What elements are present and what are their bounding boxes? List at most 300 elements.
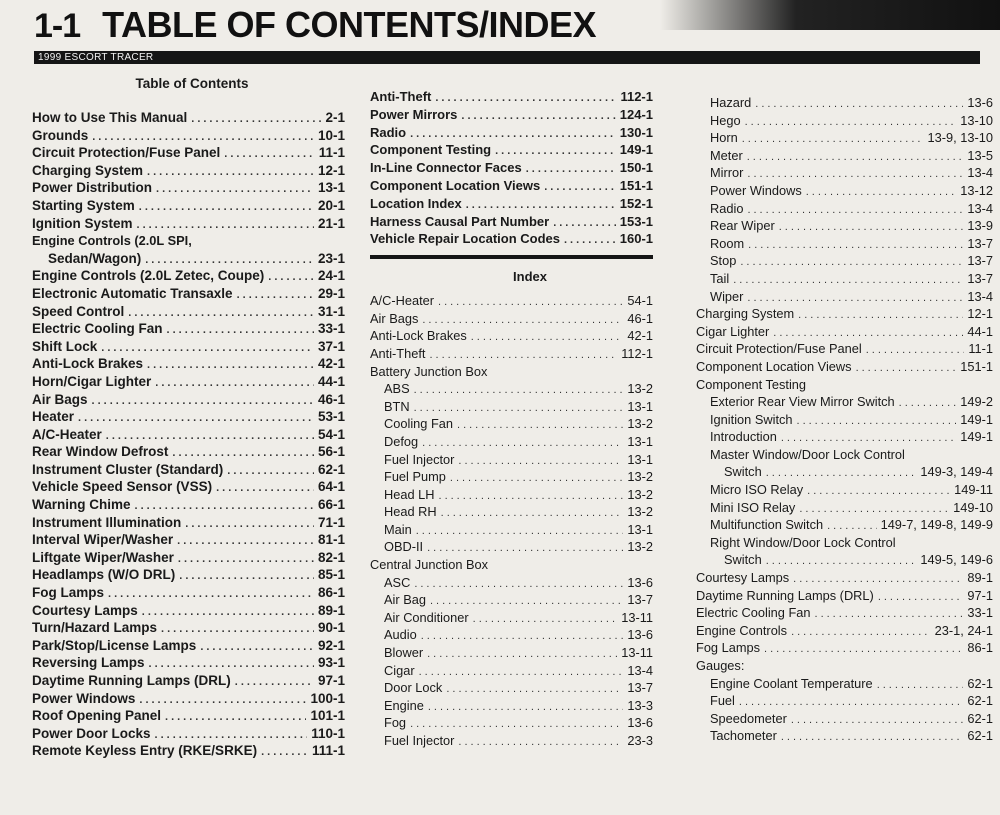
entry-label: Starting System — [32, 197, 135, 213]
entry-page: 44-1 — [317, 373, 345, 389]
dot-leader — [216, 480, 314, 498]
entry-label: A/C-Heater — [370, 293, 435, 309]
entry-label: Cooling Fan — [384, 416, 454, 432]
entry-page: 13-9, 13-10 — [927, 130, 993, 146]
entry-label: Air Bags — [370, 310, 419, 326]
entry-label: Rear Wiper — [710, 218, 775, 234]
entry-page: 111-1 — [311, 743, 345, 759]
toc-row — [32, 566, 345, 584]
entry-page: 12-1 — [967, 306, 993, 322]
entry-page: 149-1 — [619, 142, 653, 158]
entry-label: Power Mirrors — [370, 106, 458, 122]
toc-row — [32, 162, 345, 180]
index-row — [370, 345, 653, 363]
entry-page: 101-1 — [310, 708, 345, 724]
dot-leader — [139, 692, 306, 710]
toc-row — [370, 230, 653, 248]
entry-page: 13-2 — [627, 381, 653, 397]
entry-label: Circuit Protection/Fuse Panel — [696, 341, 862, 357]
index-row — [696, 200, 993, 218]
entry-label: Liftgate Wiper/Washer — [32, 549, 174, 565]
dot-leader — [147, 164, 314, 182]
entry-label: Electronic Automatic Transaxle — [32, 285, 233, 301]
dot-leader — [747, 149, 964, 167]
entry-page: 150-1 — [619, 160, 653, 176]
index-row — [696, 182, 993, 200]
entry-page: 12-1 — [317, 162, 345, 178]
entry-label: Fuel Injector — [384, 733, 455, 749]
entry-page: 21-1 — [317, 215, 345, 231]
dot-leader — [200, 639, 314, 657]
entry-label: Instrument Illumination — [32, 514, 182, 530]
dot-leader — [899, 395, 957, 413]
entry-page: 149-11 — [954, 482, 993, 498]
toc-heading: Table of Contents — [135, 76, 249, 91]
entry-page: 13-12 — [960, 182, 993, 198]
dot-leader — [446, 681, 623, 699]
dot-leader — [224, 146, 314, 164]
index-row — [370, 433, 653, 451]
dot-leader — [427, 646, 617, 664]
index-row — [696, 393, 993, 411]
dot-leader — [740, 254, 963, 272]
entry-page: 13-1 — [317, 180, 345, 196]
entry-page: 64-1 — [317, 479, 345, 495]
entry-label: Courtesy Lamps — [32, 602, 138, 618]
entry-label: Hego — [710, 112, 741, 128]
index-row — [696, 252, 993, 270]
toc-column-2 — [370, 88, 653, 750]
entry-page: 130-1 — [619, 124, 653, 140]
index-row — [370, 591, 653, 609]
entry-label: Fuel Pump — [384, 469, 446, 485]
index-row — [696, 288, 993, 306]
entry-label: Daytime Running Lamps (DRL) — [696, 587, 874, 603]
entry-label: ASC — [384, 574, 411, 590]
entry-label: Shift Lock — [32, 338, 98, 354]
entry-page: 33-1 — [317, 321, 345, 337]
entry-page: 151-1 — [960, 358, 993, 374]
toc-row — [370, 213, 653, 231]
entry-page: 23-1 — [317, 250, 345, 266]
dot-leader — [764, 641, 963, 659]
toc-row — [32, 426, 345, 444]
toc-row — [370, 106, 653, 124]
entry-page: 13-4 — [967, 200, 993, 216]
toc-row — [370, 195, 653, 213]
title-band — [34, 51, 980, 64]
dot-leader — [147, 357, 314, 375]
entry-page: 13-2 — [627, 416, 653, 432]
entry-page: 66-1 — [317, 497, 345, 513]
dot-leader — [227, 463, 314, 481]
entry-label: Warning Chime — [32, 497, 131, 513]
entry-page: 53-1 — [317, 409, 345, 425]
dot-leader — [237, 287, 314, 305]
dot-leader — [439, 488, 624, 506]
entry-page: 149-1 — [960, 411, 993, 427]
entry-page: 149-5, 149-6 — [920, 552, 993, 568]
entry-page: 13-6 — [627, 715, 653, 731]
entry-page: 13-7 — [967, 253, 993, 269]
entry-page: 81-1 — [317, 532, 345, 548]
entry-page: 13-6 — [627, 627, 653, 643]
dot-leader — [781, 729, 964, 747]
entry-page: 97-1 — [317, 673, 345, 688]
entry-page: 37-1 — [317, 338, 345, 354]
entry-label: Engine Controls (2.0L Zetec, Coupe) — [32, 268, 265, 284]
entry-label: Electric Cooling Fan — [32, 321, 163, 337]
entry-label: Location Index — [370, 195, 462, 211]
dot-leader — [877, 677, 964, 695]
entry-label: Vehicle Speed Sensor (VSS) — [32, 479, 213, 495]
entry-label: ABS — [384, 381, 410, 397]
binder-edge — [660, 0, 1000, 30]
dot-leader — [191, 111, 321, 129]
entry-label: Roof Opening Panel — [32, 708, 162, 724]
entry-page: 13-5 — [967, 147, 993, 163]
entry-label: Power Windows — [32, 690, 136, 706]
entry-page: 23-1, 24-1 — [934, 622, 993, 638]
entry-label: Meter — [710, 147, 743, 163]
index-row — [696, 411, 993, 429]
entry-label: Fog Lamps — [32, 585, 105, 601]
entry-page: 112-1 — [621, 345, 653, 361]
entry-label: Heater — [32, 409, 75, 425]
page-header — [34, 4, 596, 46]
entry-label: Fog — [384, 715, 407, 731]
dot-leader — [178, 551, 314, 569]
index-row — [370, 451, 653, 469]
entry-label: Vehicle Repair Location Codes — [370, 231, 560, 247]
entry-page: 62-1 — [967, 693, 993, 709]
entry-page: 13-1 — [627, 433, 653, 449]
entry-label: Engine Controls (2.0L SPI, — [32, 233, 192, 249]
entry-page: 90-1 — [317, 620, 345, 636]
entry-label: Blower — [384, 645, 424, 661]
index-row — [370, 644, 653, 662]
dot-leader — [167, 322, 314, 340]
entry-page: 24-1 — [317, 268, 345, 284]
dot-leader — [791, 712, 964, 730]
dot-leader — [92, 393, 314, 411]
dot-leader — [806, 184, 957, 202]
entry-page: 56-1 — [317, 444, 345, 460]
entry-page: 112-1 — [620, 89, 653, 104]
entry-page: 149-7, 149-8, 149-9 — [880, 517, 993, 533]
dot-leader — [428, 699, 624, 717]
dot-leader — [142, 604, 314, 622]
entry-label: Component Testing — [370, 142, 492, 158]
entry-label: Defog — [384, 433, 419, 449]
toc-row — [32, 514, 345, 532]
entry-label: Engine Controls — [696, 622, 788, 638]
index-row — [696, 657, 993, 675]
entry-page: 46-1 — [317, 391, 345, 407]
entry-label: Power Door Locks — [32, 725, 151, 741]
entry-label: Ignition Switch — [710, 411, 793, 427]
entry-label: Micro ISO Relay — [710, 482, 804, 498]
entry-label: Stop — [710, 253, 737, 269]
index-row — [370, 732, 653, 750]
dot-leader — [185, 516, 314, 534]
dot-leader — [108, 586, 314, 604]
entry-page: 33-1 — [967, 605, 993, 621]
entry-page: 62-1 — [967, 675, 993, 691]
entry-label: Exterior Rear View Mirror Switch — [710, 394, 895, 410]
entry-label: Instrument Cluster (Standard) — [32, 461, 224, 477]
index-heading: Index — [513, 269, 547, 285]
entry-page: 42-1 — [317, 356, 345, 372]
dot-leader — [457, 417, 623, 435]
dot-leader — [747, 202, 963, 220]
entry-label: Master Window/Door Lock Control — [710, 446, 905, 462]
entry-page: 13-1 — [627, 451, 653, 467]
entry-page: 10-1 — [317, 127, 345, 143]
dot-leader — [544, 179, 616, 197]
entry-label: Horn — [710, 130, 738, 146]
dot-leader — [748, 237, 963, 255]
entry-page: 13-10 — [960, 112, 993, 128]
entry-page: 13-7 — [627, 680, 653, 696]
dot-leader — [807, 483, 950, 501]
entry-label: Switch — [724, 552, 762, 568]
entry-label: How to Use This Manual — [32, 110, 188, 125]
entry-page: 13-7 — [627, 592, 653, 608]
entry-page: 62-1 — [967, 710, 993, 726]
entry-page: 13-2 — [627, 469, 653, 485]
entry-label: In-Line Connector Faces — [370, 160, 522, 176]
entry-page: 97-1 — [967, 587, 993, 603]
entry-label: Anti-Theft — [370, 89, 432, 104]
index-row — [370, 398, 653, 416]
index-row — [696, 376, 993, 394]
entry-page: 100-1 — [310, 690, 345, 706]
index-row — [370, 538, 653, 556]
dot-leader — [473, 611, 618, 629]
dot-leader — [742, 131, 924, 149]
toc-row — [32, 391, 345, 409]
dot-leader — [268, 269, 314, 287]
entry-page: 13-1 — [627, 521, 653, 537]
entry-page: 152-1 — [619, 195, 653, 211]
toc-row — [32, 285, 345, 303]
index-list-2 — [696, 94, 993, 745]
toc-row — [32, 373, 345, 391]
entry-label: Head LH — [384, 486, 435, 502]
entry-label: Engine Coolant Temperature — [710, 675, 873, 691]
toc-row — [370, 177, 653, 195]
toc-list-2 — [370, 88, 653, 248]
toc-row — [32, 619, 345, 637]
entry-page: 86-1 — [317, 585, 345, 601]
index-row — [370, 380, 653, 398]
entry-page: 13-9 — [967, 218, 993, 234]
entry-page: 13-3 — [627, 697, 653, 713]
dot-leader — [791, 624, 931, 642]
entry-label: Introduction — [710, 429, 777, 445]
page-title: TABLE OF CONTENTS/INDEX — [102, 4, 596, 45]
entry-label: Speedometer — [710, 710, 787, 726]
index-row — [696, 604, 993, 622]
index-row — [696, 428, 993, 446]
entry-page: 110-1 — [311, 725, 345, 741]
toc-list-1 — [32, 109, 345, 760]
entry-page: 13-6 — [967, 95, 993, 110]
dot-leader — [78, 410, 314, 428]
entry-label: Harness Causal Part Number — [370, 213, 550, 229]
toc-row — [370, 159, 653, 177]
toc-row — [32, 725, 345, 743]
entry-page: 29-1 — [317, 285, 345, 301]
toc-row — [32, 320, 345, 338]
entry-label: Battery Junction Box — [370, 363, 488, 379]
index-column-2 — [696, 94, 993, 745]
dot-leader — [435, 90, 616, 108]
entry-label: Grounds — [32, 127, 89, 143]
index-row — [370, 415, 653, 433]
toc-row — [32, 355, 345, 373]
dot-leader — [755, 96, 963, 114]
entry-page: 149-3, 149-4 — [920, 464, 993, 480]
dot-leader — [165, 709, 306, 727]
dot-leader — [155, 375, 314, 393]
toc-row — [32, 478, 345, 496]
index-row — [370, 503, 653, 521]
dot-leader — [414, 576, 623, 594]
entry-label: Anti-Theft — [370, 345, 426, 361]
index-row — [696, 94, 993, 112]
entry-label: Fog Lamps — [696, 640, 761, 656]
index-row — [696, 305, 993, 323]
entry-label: Mirror — [710, 165, 744, 181]
dot-leader — [450, 470, 623, 488]
entry-label: Hazard — [710, 95, 752, 110]
index-row — [696, 129, 993, 147]
entry-page: 89-1 — [317, 602, 345, 618]
entry-page: 44-1 — [967, 323, 993, 339]
index-row — [696, 639, 993, 657]
dot-leader — [156, 181, 314, 199]
entry-label: Park/Stop/License Lamps — [32, 637, 197, 653]
toc-row — [32, 707, 345, 725]
entry-page: 31-1 — [317, 303, 345, 319]
divider-rule — [370, 255, 653, 259]
entry-page: 11-1 — [318, 145, 345, 161]
dot-leader — [461, 108, 615, 126]
entry-label: Courtesy Lamps — [696, 570, 790, 586]
entry-label: Radio — [370, 124, 407, 140]
entry-page: 92-1 — [317, 637, 345, 653]
entry-label: Daytime Running Lamps (DRL) — [32, 673, 231, 688]
entry-page: 54-1 — [317, 426, 345, 442]
entry-label: Engine — [384, 697, 424, 713]
index-row — [696, 217, 993, 235]
entry-label: BTN — [384, 398, 410, 414]
entry-label: Tail — [710, 270, 730, 286]
entry-label: Cigar — [384, 662, 415, 678]
index-row — [696, 270, 993, 288]
index-row — [370, 574, 653, 592]
entry-page: 13-11 — [621, 609, 653, 625]
entry-label: Air Bag — [384, 592, 426, 608]
index-row — [370, 697, 653, 715]
entry-page: 13-4 — [967, 288, 993, 304]
entry-label: Remote Keyless Entry (RKE/SRKE) — [32, 743, 258, 759]
entry-label: Interval Wiper/Washer — [32, 532, 174, 548]
entry-page: 82-1 — [317, 549, 345, 565]
index-row — [696, 727, 993, 745]
entry-label: Turn/Hazard Lamps — [32, 620, 158, 636]
index-row — [370, 609, 653, 627]
entry-page: 42-1 — [627, 328, 653, 344]
entry-label: Anti-Lock Brakes — [32, 356, 144, 372]
index-row — [696, 587, 993, 605]
index-row — [370, 486, 653, 504]
toc-row — [32, 602, 345, 620]
index-list-1 — [370, 292, 653, 749]
dot-leader — [878, 589, 964, 607]
dot-leader — [797, 413, 957, 431]
entry-label: Charging System — [696, 306, 795, 322]
index-row — [696, 164, 993, 182]
entry-page: 13-2 — [627, 486, 653, 502]
index-row — [696, 112, 993, 130]
index-row — [696, 147, 993, 165]
index-row — [696, 622, 993, 640]
entry-label: Air Bags — [32, 391, 88, 407]
index-row — [696, 675, 993, 693]
entry-page: 160-1 — [619, 231, 653, 247]
index-row — [370, 327, 653, 345]
entry-label: Circuit Protection/Fuse Panel — [32, 145, 221, 161]
entry-page: 71-1 — [317, 514, 345, 530]
dot-leader — [798, 307, 963, 325]
entry-label: Ignition System — [32, 215, 133, 231]
toc-row — [32, 127, 345, 145]
entry-label: Power Windows — [710, 182, 802, 198]
entry-page: 54-1 — [627, 293, 653, 309]
toc-row — [32, 303, 345, 321]
dot-leader — [779, 219, 964, 237]
dot-leader — [856, 360, 957, 378]
toc-row — [32, 250, 345, 268]
entry-page: 85-1 — [317, 567, 345, 583]
dot-leader — [179, 568, 314, 586]
toc-row — [370, 124, 653, 142]
dot-leader — [419, 664, 624, 682]
entry-label: A/C-Heater — [32, 426, 102, 442]
toc-row — [32, 637, 345, 655]
entry-label: Head RH — [384, 504, 437, 520]
index-row — [370, 662, 653, 680]
entry-page: 151-1 — [619, 177, 653, 193]
entry-page: 62-1 — [967, 728, 993, 744]
vehicle-label: 1999 ESCORT TRACER — [38, 52, 154, 63]
index-row — [696, 358, 993, 376]
index-row — [696, 710, 993, 728]
entry-label: Air Conditioner — [384, 609, 469, 625]
section-number: 1-1 — [34, 7, 81, 45]
entry-page: 62-1 — [317, 461, 345, 477]
index-row — [696, 463, 993, 481]
entry-label: Reversing Lamps — [32, 655, 145, 671]
toc-row — [32, 408, 345, 426]
entry-page: 13-4 — [627, 662, 653, 678]
dot-leader — [414, 382, 624, 400]
index-row — [370, 310, 653, 328]
entry-label: Audio — [384, 627, 417, 643]
